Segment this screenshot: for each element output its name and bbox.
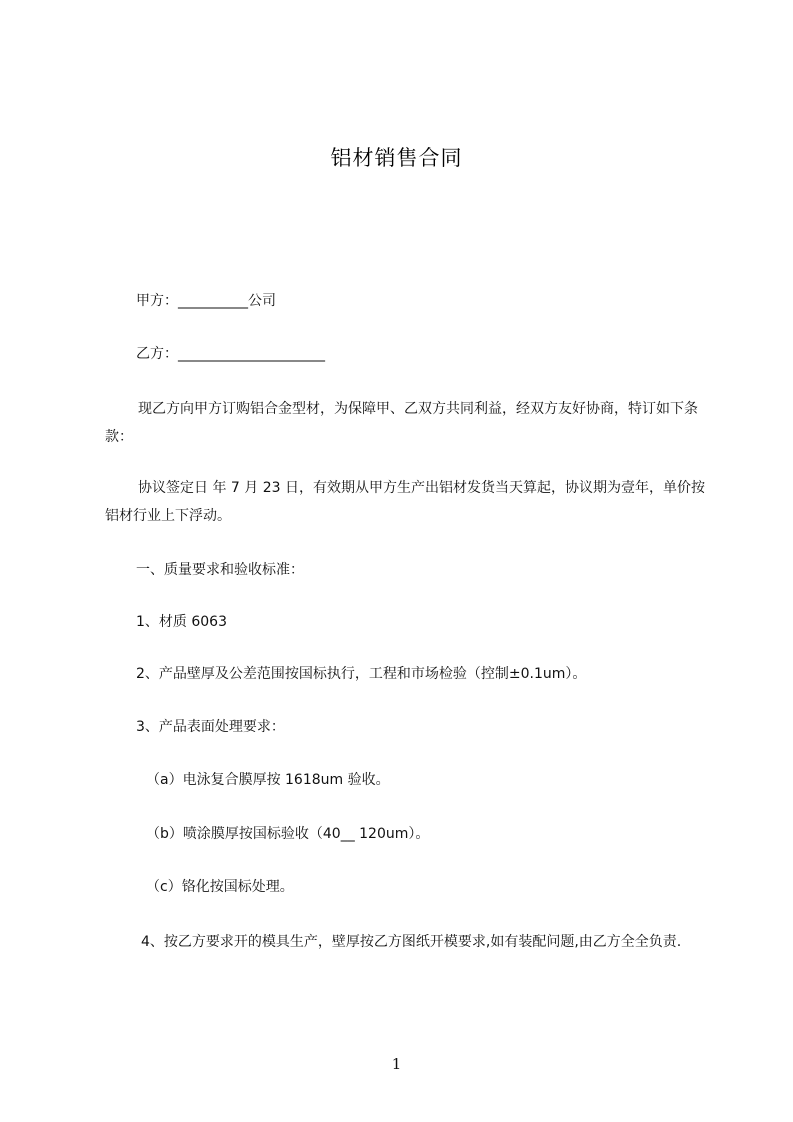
section-heading-quality: 一、质量要求和验收标准： — [136, 562, 304, 578]
subclause-electrophoresis: （a）电泳复合膜厚按 1618um 验收。 — [146, 772, 390, 788]
intro-paragraph: 现乙方向甲方订购铝合金型材，为保障甲、乙双方共同利益，经双方友好协商，特订如下条款： — [105, 401, 698, 445]
clause-surface-treatment: 3、产品表面处理要求： — [136, 719, 285, 735]
agreement-paragraph: 协议签定日 年 7 月 23 日，有效期从甲方生产出铝材发货当天算起，协议期为壹年，单价按铝材行业上下浮动。 — [105, 480, 705, 524]
page-number: 1 — [391, 1055, 402, 1073]
subclause-spray-coating: （b）喷涂膜厚按国标验收（40__ 120um）。 — [146, 826, 430, 842]
party-b-line: 乙方：_____________________ — [136, 346, 325, 362]
clause-material: 1、材质 6063 — [136, 614, 227, 630]
document-title: 铝材销售合同 — [330, 146, 463, 170]
clause-thickness: 2、产品壁厚及公差范围按国标执行，工程和市场检验（控制±0.1um）。 — [136, 666, 587, 682]
party-a-line: 甲方：__________公司 — [136, 293, 276, 309]
clause-mold-production: 4、按乙方要求开的模具生产，壁厚按乙方图纸开模要求,如有装配问题,由乙方全全负责. — [141, 934, 682, 950]
subclause-chromate: （c）铬化按国标处理。 — [146, 879, 294, 895]
